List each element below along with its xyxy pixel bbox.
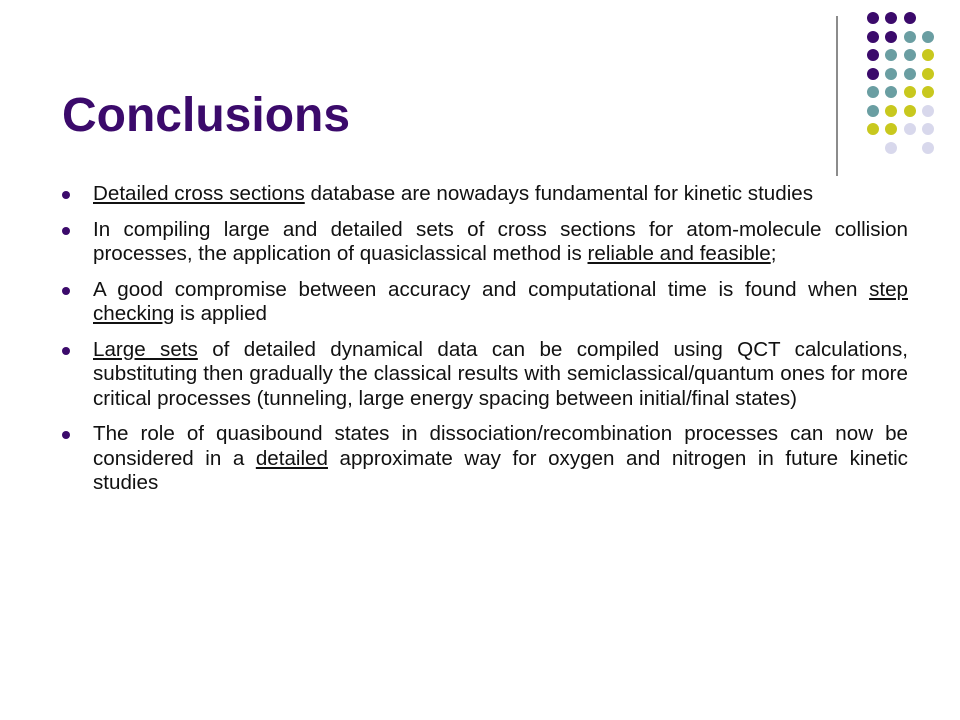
bullet-text: A good compromise between accuracy and computational time is found when bbox=[93, 277, 870, 301]
decorative-divider-line bbox=[836, 16, 838, 176]
decorative-dot-icon bbox=[867, 49, 879, 61]
bullet-list bbox=[62, 182, 908, 507]
underlined-text: detailed bbox=[255, 446, 328, 470]
bullet-text: The role of quasibound states in dissociation/recombination processes can now be considered in a bbox=[93, 422, 908, 470]
bullet-dot-icon bbox=[62, 191, 70, 199]
slide-title: Conclusions bbox=[62, 89, 351, 142]
bullet-dot-icon bbox=[62, 287, 70, 295]
decorative-dot-icon bbox=[885, 123, 897, 135]
bullet-text: database are nowadays fundamental for kinetic studies bbox=[304, 182, 814, 205]
bullet-item bbox=[62, 182, 908, 207]
decorative-dot-grid bbox=[848, 12, 948, 152]
bullet-dot-icon bbox=[62, 347, 70, 355]
decorative-dot-icon bbox=[904, 68, 916, 80]
decorative-dot-icon bbox=[904, 12, 916, 24]
bullet-item bbox=[62, 422, 908, 496]
decorative-dot-icon bbox=[885, 142, 897, 154]
decorative-dot-icon bbox=[867, 86, 879, 98]
underlined-text: Detailed cross sections bbox=[93, 182, 305, 205]
decorative-dot-icon bbox=[885, 31, 897, 43]
underlined-text: Large sets bbox=[93, 337, 198, 361]
decorative-dot-icon bbox=[885, 12, 897, 24]
decorative-dot-icon bbox=[922, 31, 934, 43]
decorative-dot-icon bbox=[904, 86, 916, 98]
bullet-item bbox=[62, 218, 908, 267]
bullet-text: is applied bbox=[174, 302, 268, 325]
decorative-dot-icon bbox=[885, 68, 897, 80]
decorative-dot-icon bbox=[922, 68, 934, 80]
bullet-item bbox=[62, 338, 908, 412]
decorative-dot-icon bbox=[922, 86, 934, 98]
decorative-dot-icon bbox=[904, 123, 916, 135]
bullet-text: ; bbox=[770, 242, 777, 265]
bullet-dot-icon bbox=[62, 227, 70, 235]
decorative-dot-icon bbox=[867, 68, 879, 80]
decorative-dot-icon bbox=[922, 142, 934, 154]
decorative-dot-icon bbox=[904, 105, 916, 117]
decorative-dot-icon bbox=[922, 49, 934, 61]
decorative-dot-icon bbox=[885, 105, 897, 117]
bullet-item bbox=[62, 278, 908, 327]
decorative-dot-icon bbox=[922, 123, 934, 135]
decorative-dot-icon bbox=[904, 31, 916, 43]
underlined-text: reliable and feasible bbox=[587, 242, 771, 265]
decorative-dot-icon bbox=[867, 12, 879, 24]
decorative-dot-icon bbox=[922, 105, 934, 117]
decorative-dot-icon bbox=[885, 49, 897, 61]
decorative-dot-icon bbox=[867, 105, 879, 117]
bullet-dot-icon bbox=[62, 431, 70, 439]
bullet-text: In compiling large and detailed sets of cross sections for atom-molecule collision processes, the application of quasiclassical method is bbox=[93, 217, 908, 265]
decorative-dot-icon bbox=[867, 123, 879, 135]
underlined-text: step checking bbox=[93, 277, 908, 325]
decorative-dot-icon bbox=[867, 31, 879, 43]
bullet-text: approximate way for oxygen and nitrogen in future kinetic studies bbox=[93, 446, 908, 494]
decorative-dot-icon bbox=[904, 49, 916, 61]
bullet-text: of detailed dynamical data can be compiled using QCT calculations, substituting then gradually the classical results with semiclassical/quantum ones for more critical processes (tunneling, large energy spacing between initial/final states) bbox=[93, 337, 908, 410]
decorative-dot-icon bbox=[885, 86, 897, 98]
